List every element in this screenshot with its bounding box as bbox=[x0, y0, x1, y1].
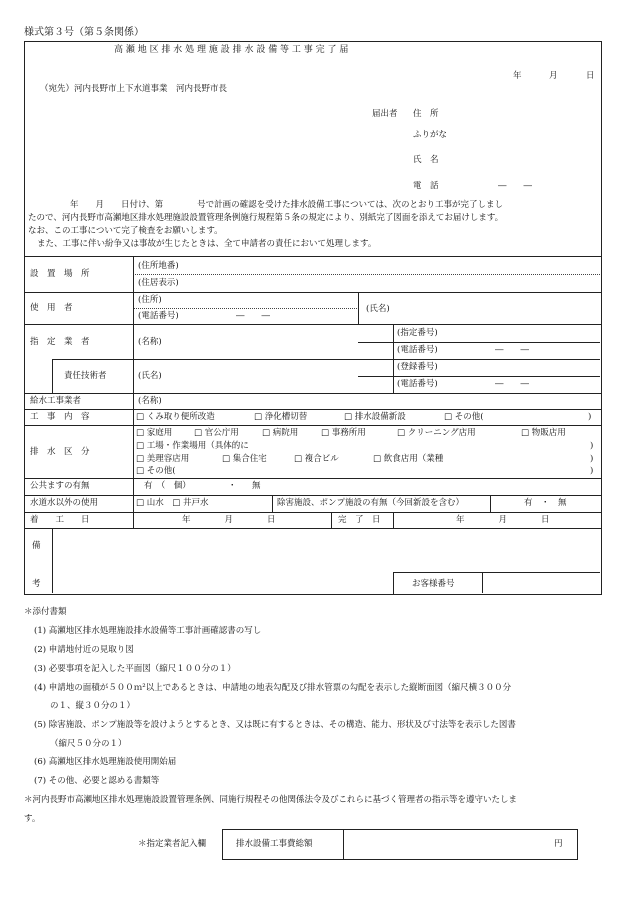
drainage-other[interactable]: □ その他( bbox=[136, 466, 176, 476]
applicant-phone-dash: ― ― bbox=[498, 181, 533, 191]
body-line-3: なお、この工事について完了検査をお願いします。 bbox=[28, 226, 223, 236]
engineer-phone-dash: ― ― bbox=[495, 379, 530, 389]
drainage-factory[interactable]: □ 工場・作業場用（具体的に bbox=[136, 441, 249, 451]
attachment-item-4: (4) 申請地の面積が５００ｍ²以上であるときは、申請地の地表勾配及び排水管票の勾配を表示した縦断面図（縮尺横３００分 bbox=[34, 683, 512, 693]
drainage-apartment[interactable]: □ 集合住宅 bbox=[222, 454, 267, 464]
customer-number-label: お客様番号 bbox=[412, 579, 455, 589]
body-line-4: また、工事に伴い紛争又は事故が生じたときは、全て申請者の責任において処理します。 bbox=[37, 239, 377, 249]
work-content-label: 工 事 内 容 bbox=[30, 412, 90, 422]
user-address: (住所) bbox=[138, 295, 162, 305]
non-tap-water-label: 水道水以外の使用 bbox=[30, 498, 99, 508]
date-year: 年 bbox=[513, 71, 522, 81]
drainage-retail[interactable]: □ 物販店用 bbox=[521, 428, 566, 438]
drainage-salon[interactable]: □ 美理容店用 bbox=[136, 454, 190, 464]
start-date-value: 年 月 日 bbox=[182, 515, 276, 525]
pump-facility-yes-no[interactable]: 有 ・ 無 bbox=[524, 498, 567, 508]
attachment-item-2: (2) 申請地付近の見取り図 bbox=[34, 645, 134, 655]
user-name: (氏名) bbox=[366, 304, 390, 314]
start-date-label: 着 工 日 bbox=[30, 515, 90, 525]
cost-note: ＊指定業者記入欄 bbox=[138, 839, 207, 849]
drainage-government[interactable]: □ 官公庁用 bbox=[194, 428, 239, 438]
cost-unit: 円 bbox=[554, 839, 563, 849]
engineer-name: (氏名) bbox=[138, 371, 162, 381]
drainage-complex[interactable]: □ 複合ビル bbox=[294, 454, 339, 464]
contractor-designation-no: (指定番号) bbox=[397, 328, 438, 338]
drainage-household[interactable]: □ 家庭用 bbox=[136, 428, 173, 438]
attachments-heading: ＊添付書類 bbox=[24, 607, 67, 617]
contractor-label: 指 定 業 者 bbox=[30, 337, 90, 347]
work-option-septic[interactable]: □ 浄化槽切替 bbox=[254, 412, 308, 422]
public-basin-dot: ・ bbox=[228, 481, 237, 491]
form-title: 高 瀬 地 区 排 水 処 理 施 設 排 水 設 備 等 工 事 完 了 届 bbox=[114, 45, 349, 55]
engineer-phone: (電話番号) bbox=[397, 379, 438, 389]
applicant-address: 住 所 bbox=[413, 109, 439, 119]
public-basin-present[interactable]: 有 （ 個） bbox=[144, 481, 191, 491]
location-residence: (住居表示) bbox=[138, 278, 179, 288]
drainage-close-2: ) bbox=[590, 454, 594, 464]
public-basin-absent[interactable]: 無 bbox=[252, 481, 261, 491]
user-label: 使 用 者 bbox=[30, 303, 73, 313]
drainage-cleaning[interactable]: □ クリーニング店用 bbox=[397, 428, 476, 438]
work-option-other[interactable]: □ その他( bbox=[444, 412, 484, 422]
body-line-1: 年 月 日付け、第 号で計画の確認を受けた排水設備工事については、次のとおり工事が完了しまし bbox=[70, 200, 503, 210]
drainage-close-1: ) bbox=[590, 441, 594, 451]
attachment-item-7: (7) その他、必要と認める書類等 bbox=[34, 776, 160, 786]
date-day: 日 bbox=[586, 71, 595, 81]
user-phone-dash: ― ― bbox=[236, 311, 271, 321]
attachment-item-5-cont: （縮尺５０分の１） bbox=[50, 739, 127, 749]
remarks-label-top: 備 bbox=[32, 541, 41, 551]
remarks-label-bottom: 考 bbox=[32, 579, 41, 589]
applicant-furigana: ふりがな bbox=[413, 130, 448, 140]
applicant-label: 届出者 bbox=[372, 109, 398, 119]
pump-facility-label: 除害施設、ポンプ施設の有無（今回新設を含む） bbox=[277, 498, 465, 508]
work-option-new[interactable]: □ 排水設備新設 bbox=[344, 412, 406, 422]
non-tap-water-options[interactable]: □ 山水 □ 井戸水 bbox=[136, 498, 209, 508]
drainage-office[interactable]: □ 事務所用 bbox=[321, 428, 366, 438]
cost-label: 排水設備工事費総額 bbox=[236, 839, 313, 849]
attachment-item-6: (6) 高瀬地区排水処理施設使用開始届 bbox=[34, 757, 177, 767]
attachment-item-3: (3) 必要事項を記入した平面図（縮尺１００分の１） bbox=[34, 664, 236, 674]
contractor-name: (名称) bbox=[138, 337, 162, 347]
public-basin-label: 公共ますの有無 bbox=[30, 481, 90, 491]
form-number: 様式第３号（第５条関係） bbox=[24, 27, 144, 38]
engineer-registration-no: (登録番号) bbox=[397, 362, 438, 372]
user-phone: (電話番号) bbox=[138, 311, 179, 321]
compliance-line-1: ＊河内長野市高瀬地区排水処理施設設置管理条例、同施行規程その他関係法令及びこれらに基づく管理者の指示等を遵守いたしま bbox=[24, 795, 518, 805]
location-label: 設 置 場 所 bbox=[30, 269, 90, 279]
water-supplier-label: 給水工事業者 bbox=[30, 396, 82, 406]
compliance-line-2: す。 bbox=[24, 814, 41, 824]
addressee: （宛先）河内長野市上下水道事業 河内長野市長 bbox=[40, 84, 228, 94]
body-line-2: たので、河内長野市高瀬地区排水処理施設設置管理条例施行規程第５条の規定により、別紙完了図面を添えてお届けします。 bbox=[28, 213, 504, 223]
attachment-item-4-cont: の１、縦３０分の１） bbox=[50, 701, 136, 711]
attachment-item-5: (5) 除害施設、ポンプ施設等を設けようとするとき、又は既に有するときは、その構造、能力、形状及び寸法等を表示した図書 bbox=[34, 720, 516, 730]
date-month: 月 bbox=[549, 71, 558, 81]
applicant-name: 氏 名 bbox=[413, 155, 439, 165]
contractor-phone: (電話番号) bbox=[397, 345, 438, 355]
engineer-label: 責任技術者 bbox=[64, 371, 107, 381]
end-date-value: 年 月 日 bbox=[456, 515, 550, 525]
location-lot: (住所地番) bbox=[138, 261, 179, 271]
drainage-label: 排 水 区 分 bbox=[30, 447, 90, 457]
work-other-close: ) bbox=[588, 412, 592, 422]
drainage-close-3: ) bbox=[590, 466, 594, 476]
drainage-restaurant[interactable]: □ 飲食店用（業種 bbox=[373, 454, 444, 464]
work-option-kumitori[interactable]: □ くみ取り便所改造 bbox=[136, 412, 215, 422]
applicant-phone: 電 話 bbox=[413, 181, 439, 191]
attachment-item-1: (1) 高瀬地区排水処理施設排水設備等工事計画確認書の写し bbox=[34, 626, 262, 636]
drainage-hospital[interactable]: □ 病院用 bbox=[262, 428, 299, 438]
end-date-label: 完 了 日 bbox=[338, 515, 381, 525]
contractor-phone-dash: ― ― bbox=[495, 345, 530, 355]
water-supplier-name: (名称) bbox=[138, 396, 162, 406]
